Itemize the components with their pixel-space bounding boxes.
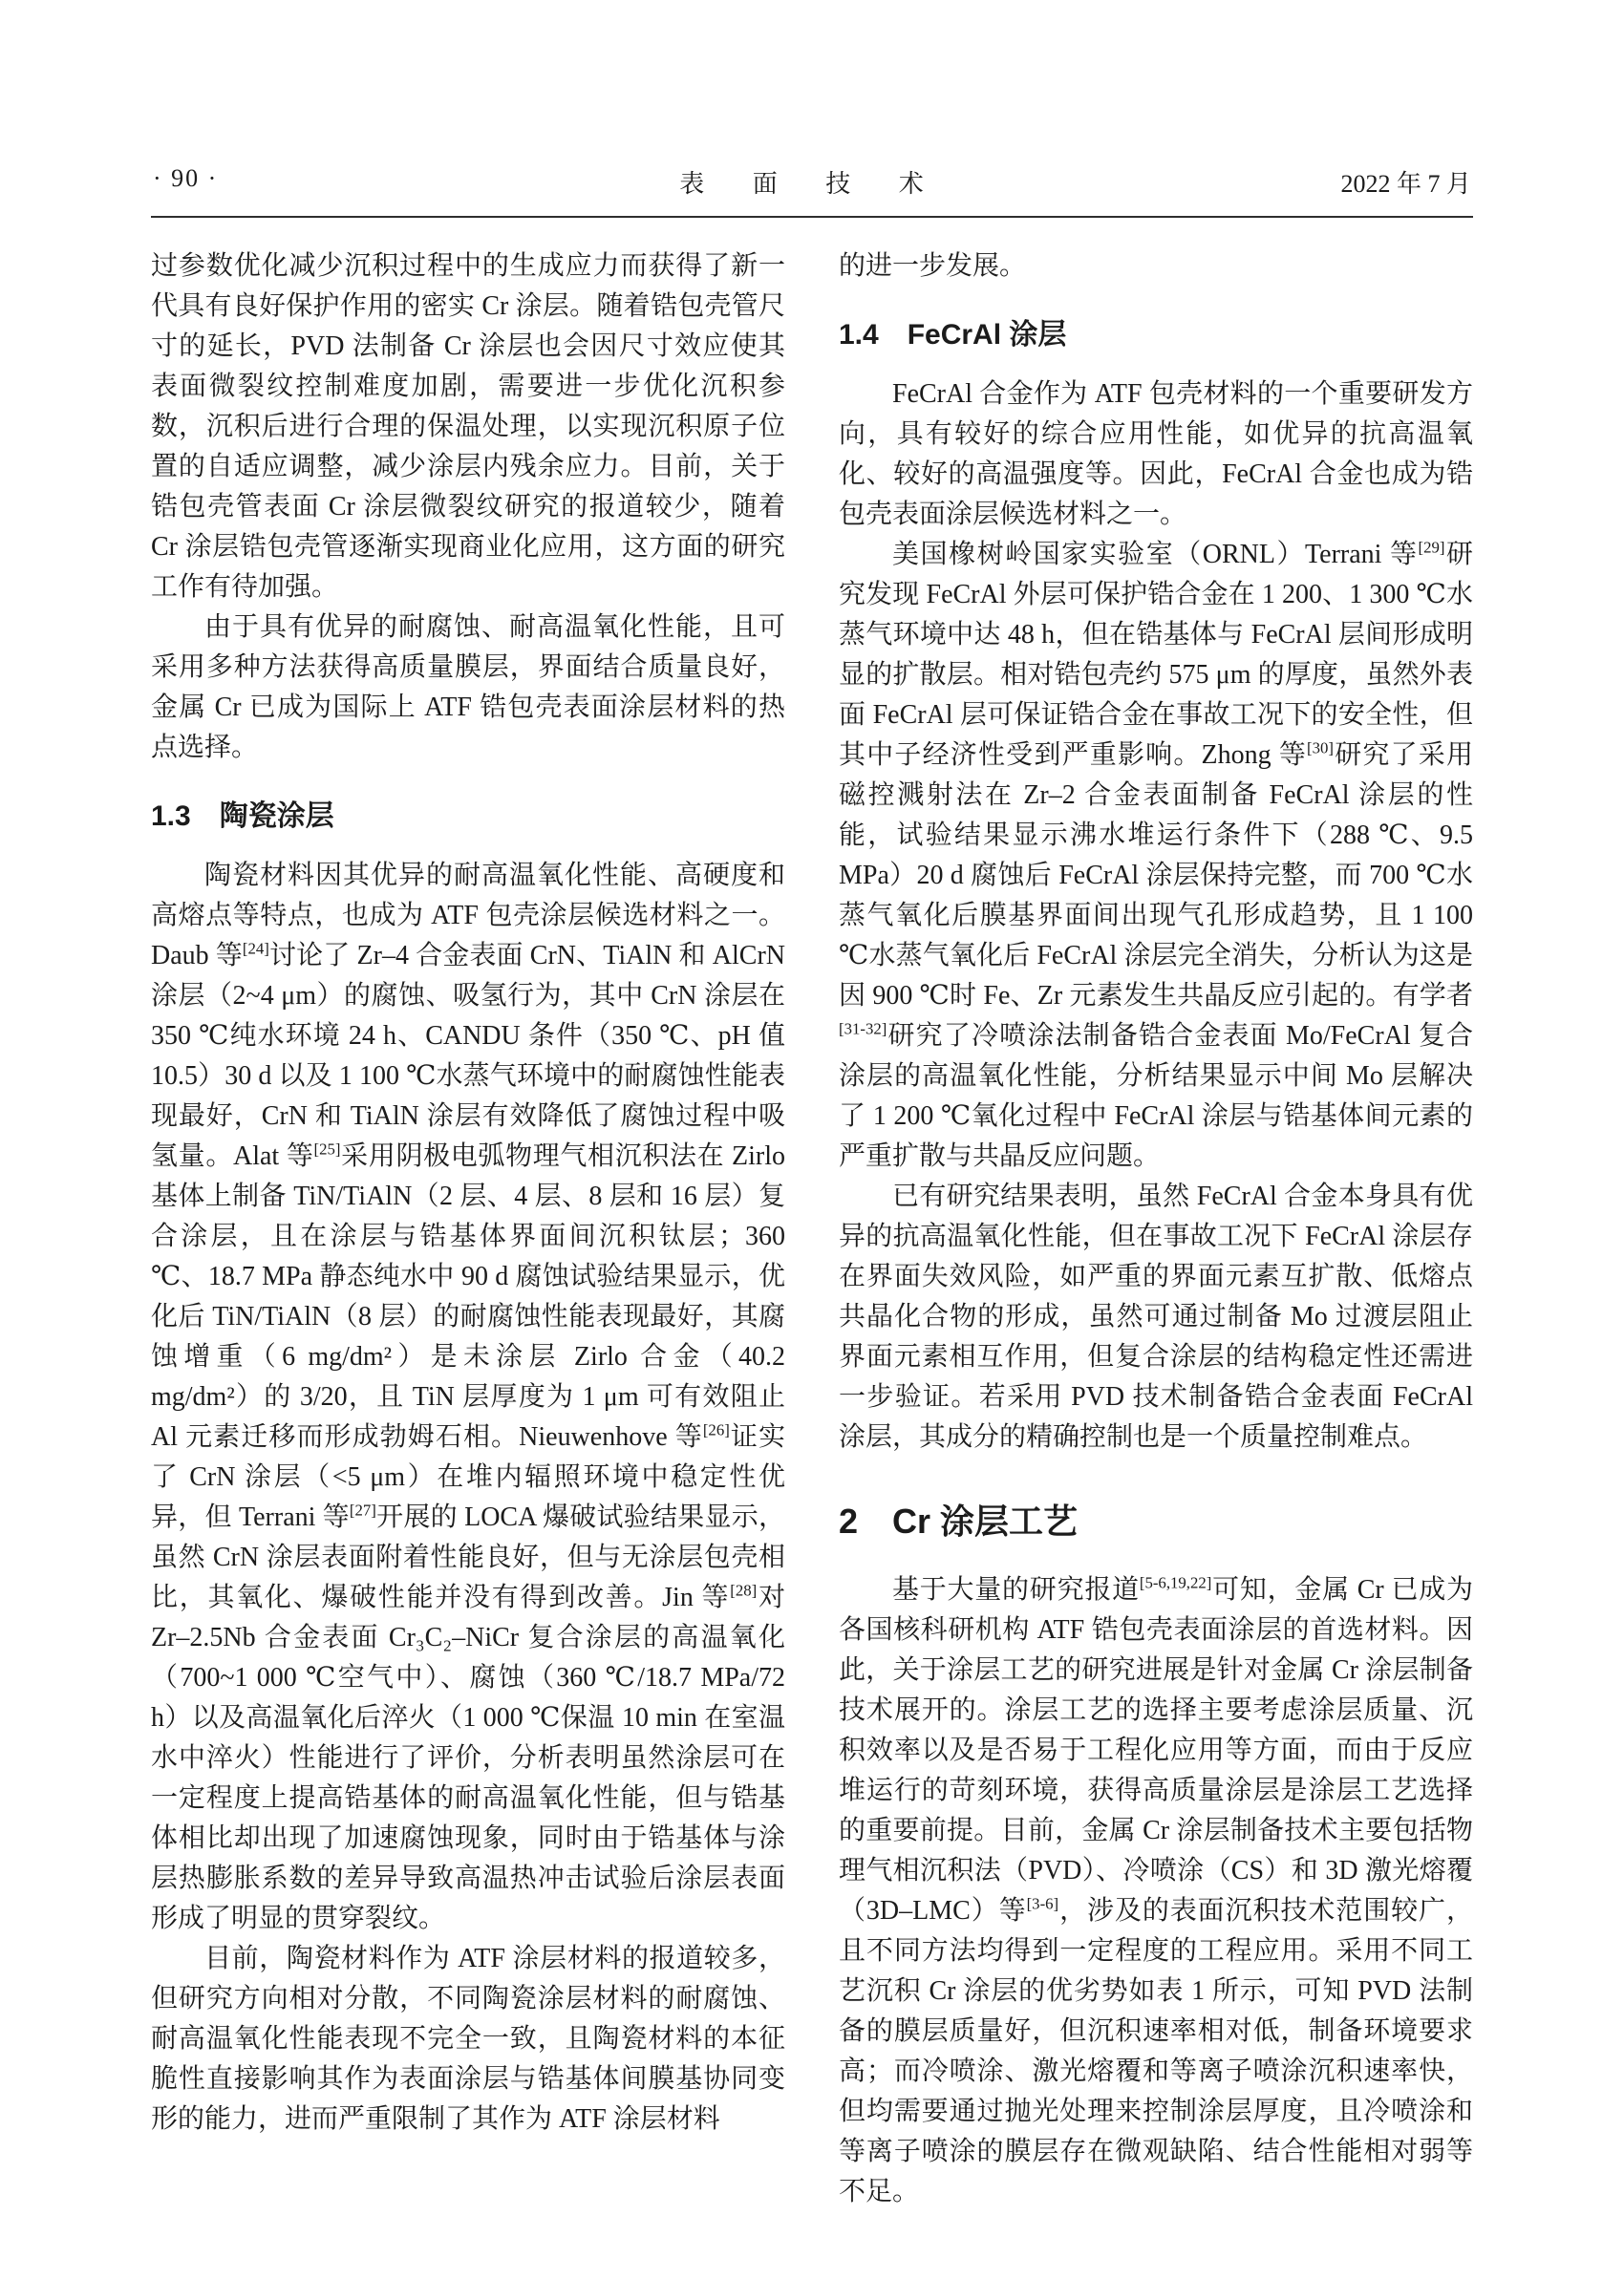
- body-paragraph: 美国橡树岭国家实验室（ORNL）Terrani 等[29]研究发现 FeCrAl 外层可保护锆合金在 1 200、1 300 ℃水蒸气环境中达 48 h，但在锆基体与 FeCrAl 层间形成明显的扩散层。相对锆包壳约 575 μm 的厚度，虽然外表面 FeCrAl 层可保证锆合金在事故工况下的安全性，但其中子经济性受到严重影响。Zhong 等[30]研究了采用磁控溅射法在 Zr–2 合金表面制备 FeCrAl 涂层的性能，试验结果显示沸水堆运行条件下（288 ℃、9.5 MPa）20 d 腐蚀后 FeCrAl 涂层保持完整，而 700 ℃水蒸气氧化后膜基界面间出现气孔形成趋势，且 1 100 ℃水蒸气氧化后 FeCrAl 涂层完全消失，分析认为这是因 900 ℃时 Fe、Zr 元素发生共晶反应引起的。有学者[31-32]研究了冷喷涂法制备锆合金表面 Mo/FeCrAl 复合涂层的高温氧化性能，分析结果显示中间 Mo 层解决了 1 200 ℃氧化过程中 FeCrAl 涂层与锆基体间元素的严重扩散与共晶反应问题。: [839, 538, 1473, 1171]
- body-paragraph: FeCrAl 合金作为 ATF 包壳材料的一个重要研发方向，具有较好的综合应用性能，如优异的抗高温氧化、较好的高温强度等。因此，FeCrAl 合金也成为锆包壳表面涂层候选材料之一。: [839, 379, 1473, 529]
- left-column: [151, 246, 785, 2212]
- body-paragraph: 基于大量的研究报道[5-6,19,22]可知，金属 Cr 已成为各国核科研机构 ATF 锆包壳表面涂层的首选材料。因此，关于涂层工艺的研究进展是针对金属 Cr 涂层制备技术展开的。涂层工艺的选择主要考虑涂层质量、沉积效率以及是否易于工程化应用等方面，而由于反应堆运行的苛刻环境，获得高质量涂层是涂层工艺选择的重要前提。目前，金属 Cr 涂层制备技术主要包括物理气相沉积法（PVD）、冷喷涂（CS）和 3D 激光熔覆（3D–LMC）等[3-6]，涉及的表面沉积技术范围较广，且不同方法均得到一定程度的工程应用。采用不同工艺沉积 Cr 涂层的优劣势如表 1 所示，可知 PVD 法制备的膜层质量好，但沉积速率相对低，制备环境要求高；而冷喷涂、激光熔覆和等离子喷涂沉积速率快，但均需要通过抛光处理来控制涂层厚度，且冷喷涂和等离子喷涂的膜层存在微观缺陷、结合性能相对弱等不足。: [839, 1573, 1473, 2206]
- body-paragraph: 目前，陶瓷材料作为 ATF 涂层材料的报道较多，但研究方向相对分散，不同陶瓷涂层材料的耐腐蚀、耐高温氧化性能表现不完全一致，且陶瓷材料的本征脆性直接影响其作为表面涂层与锆基体间膜基协同变形的能力，进而严重限制了其作为 ATF 涂层材料: [151, 1944, 785, 2134]
- section-heading-1-3: 1.3 陶瓷涂层: [151, 800, 334, 832]
- body-paragraph: 由于具有优异的耐腐蚀、耐高温氧化性能，且可采用多种方法获得高质量膜层，界面结合质量良好，金属 Cr 已成为国际上 ATF 锆包壳表面涂层材料的热点选择。: [151, 612, 785, 762]
- publication-date: 2022 年 7 月: [1340, 170, 1471, 198]
- section-heading-1-4: 1.4 FeCrAl 涂层: [839, 319, 1067, 351]
- body-paragraph: 过参数优化减少沉积过程中的生成应力而获得了新一代具有良好保护作用的密实 Cr 涂层。随着锆包壳管尺寸的延长，PVD 法制备 Cr 涂层也会因尺寸效应使其表面微裂纹控制难度加剧，需要进一步优化沉积参数，沉积后进行合理的保温处理，以实现沉积原子位置的自适应调整，减少涂层内残余应力。目前，关于锆包壳管表面 Cr 涂层微裂纹研究的报道较少，随着 Cr 涂层锆包壳管逐渐实现商业化应用，这方面的研究工作有待加强。: [151, 251, 785, 602]
- body-paragraph: 已有研究结果表明，虽然 FeCrAl 合金本身具有优异的抗高温氧化性能，但在事故工况下 FeCrAl 涂层存在界面失效风险，如严重的界面元素互扩散、低熔点共晶化合物的形成，虽然可通过制备 Mo 过渡层阻止界面元素相互作用，但复合涂层的结构稳定性还需进一步验证。若采用 PVD 技术制备锆合金表面 FeCrAl 涂层，其成分的精确控制也是一个质量控制难点。: [839, 1182, 1473, 1452]
- two-column-body: [151, 246, 1473, 2212]
- body-paragraph: 的进一步发展。: [839, 251, 1027, 281]
- page-header: [151, 164, 1473, 202]
- right-column: [839, 246, 1473, 2212]
- chapter-heading-2: 2 Cr 涂层工艺: [839, 1502, 1079, 1541]
- body-paragraph: 陶瓷材料因其优异的耐高温氧化性能、高硬度和高熔点等特点，也成为 ATF 包壳涂层候选材料之一。Daub 等[24]讨论了 Zr–4 合金表面 CrN、TiAlN 和 AlCrN 涂层（2~4 μm）的腐蚀、吸氢行为，其中 CrN 涂层在 350 ℃纯水环境 24 h、CANDU 条件（350 ℃、pH 值 10.5）30 d 以及 1 100 ℃水蒸气环境中的耐腐蚀性能表现最好，CrN 和 TiAlN 涂层有效降低了腐蚀过程中吸氢量。Alat 等[25]采用阴极电弧物理气相沉积法在 Zirlo 基体上制备 TiN/TiAlN（2 层、4 层、8 层和 16 层）复合涂层，且在涂层与锆基体界面间沉积钛层；360 ℃、18.7 MPa 静态纯水中 90 d 腐蚀试验结果显示，优化后 TiN/TiAlN（8 层）的耐腐蚀性能表现最好，其腐蚀增重（6 mg/dm²）是未涂层 Zirlo 合金（40.2 mg/dm²）的 3/20，且 TiN 层厚度为 1 μm 可有效阻止 Al 元素迁移而形成勃姆石相。Nieuwenhove 等[26]证实了 CrN 涂层（<5 μm）在堆内辐照环境中稳定性优异，但 Terrani 等[27]开展的 LOCA 爆破试验结果显示，虽然 CrN 涂层表面附着性能良好，但与无涂层包壳相比，其氧化、爆破性能并没有得到改善。Jin 等[28]对 Zr–2.5Nb 合金表面 Cr₃C₂–NiCr 复合涂层的高温氧化（700~1 000 ℃空气中）、腐蚀（360 ℃/18.7 MPa/72 h）以及高温氧化后淬火（1 000 ℃保温 10 min 在室温水中淬火）性能进行了评价，分析表明虽然涂层可在一定程度上提高锆基体的耐高温氧化性能，但与锆基体相比却出现了加速腐蚀现象，同时由于锆基体与涂层热膨胀系数的差异导致高温热冲击试验后涂层表面形成了明显的贯穿裂纹。: [151, 861, 785, 1933]
- header-divider: [151, 216, 1473, 218]
- journal-title: 表 面 技 术: [679, 170, 945, 198]
- page-number: · 90 ·: [153, 164, 219, 192]
